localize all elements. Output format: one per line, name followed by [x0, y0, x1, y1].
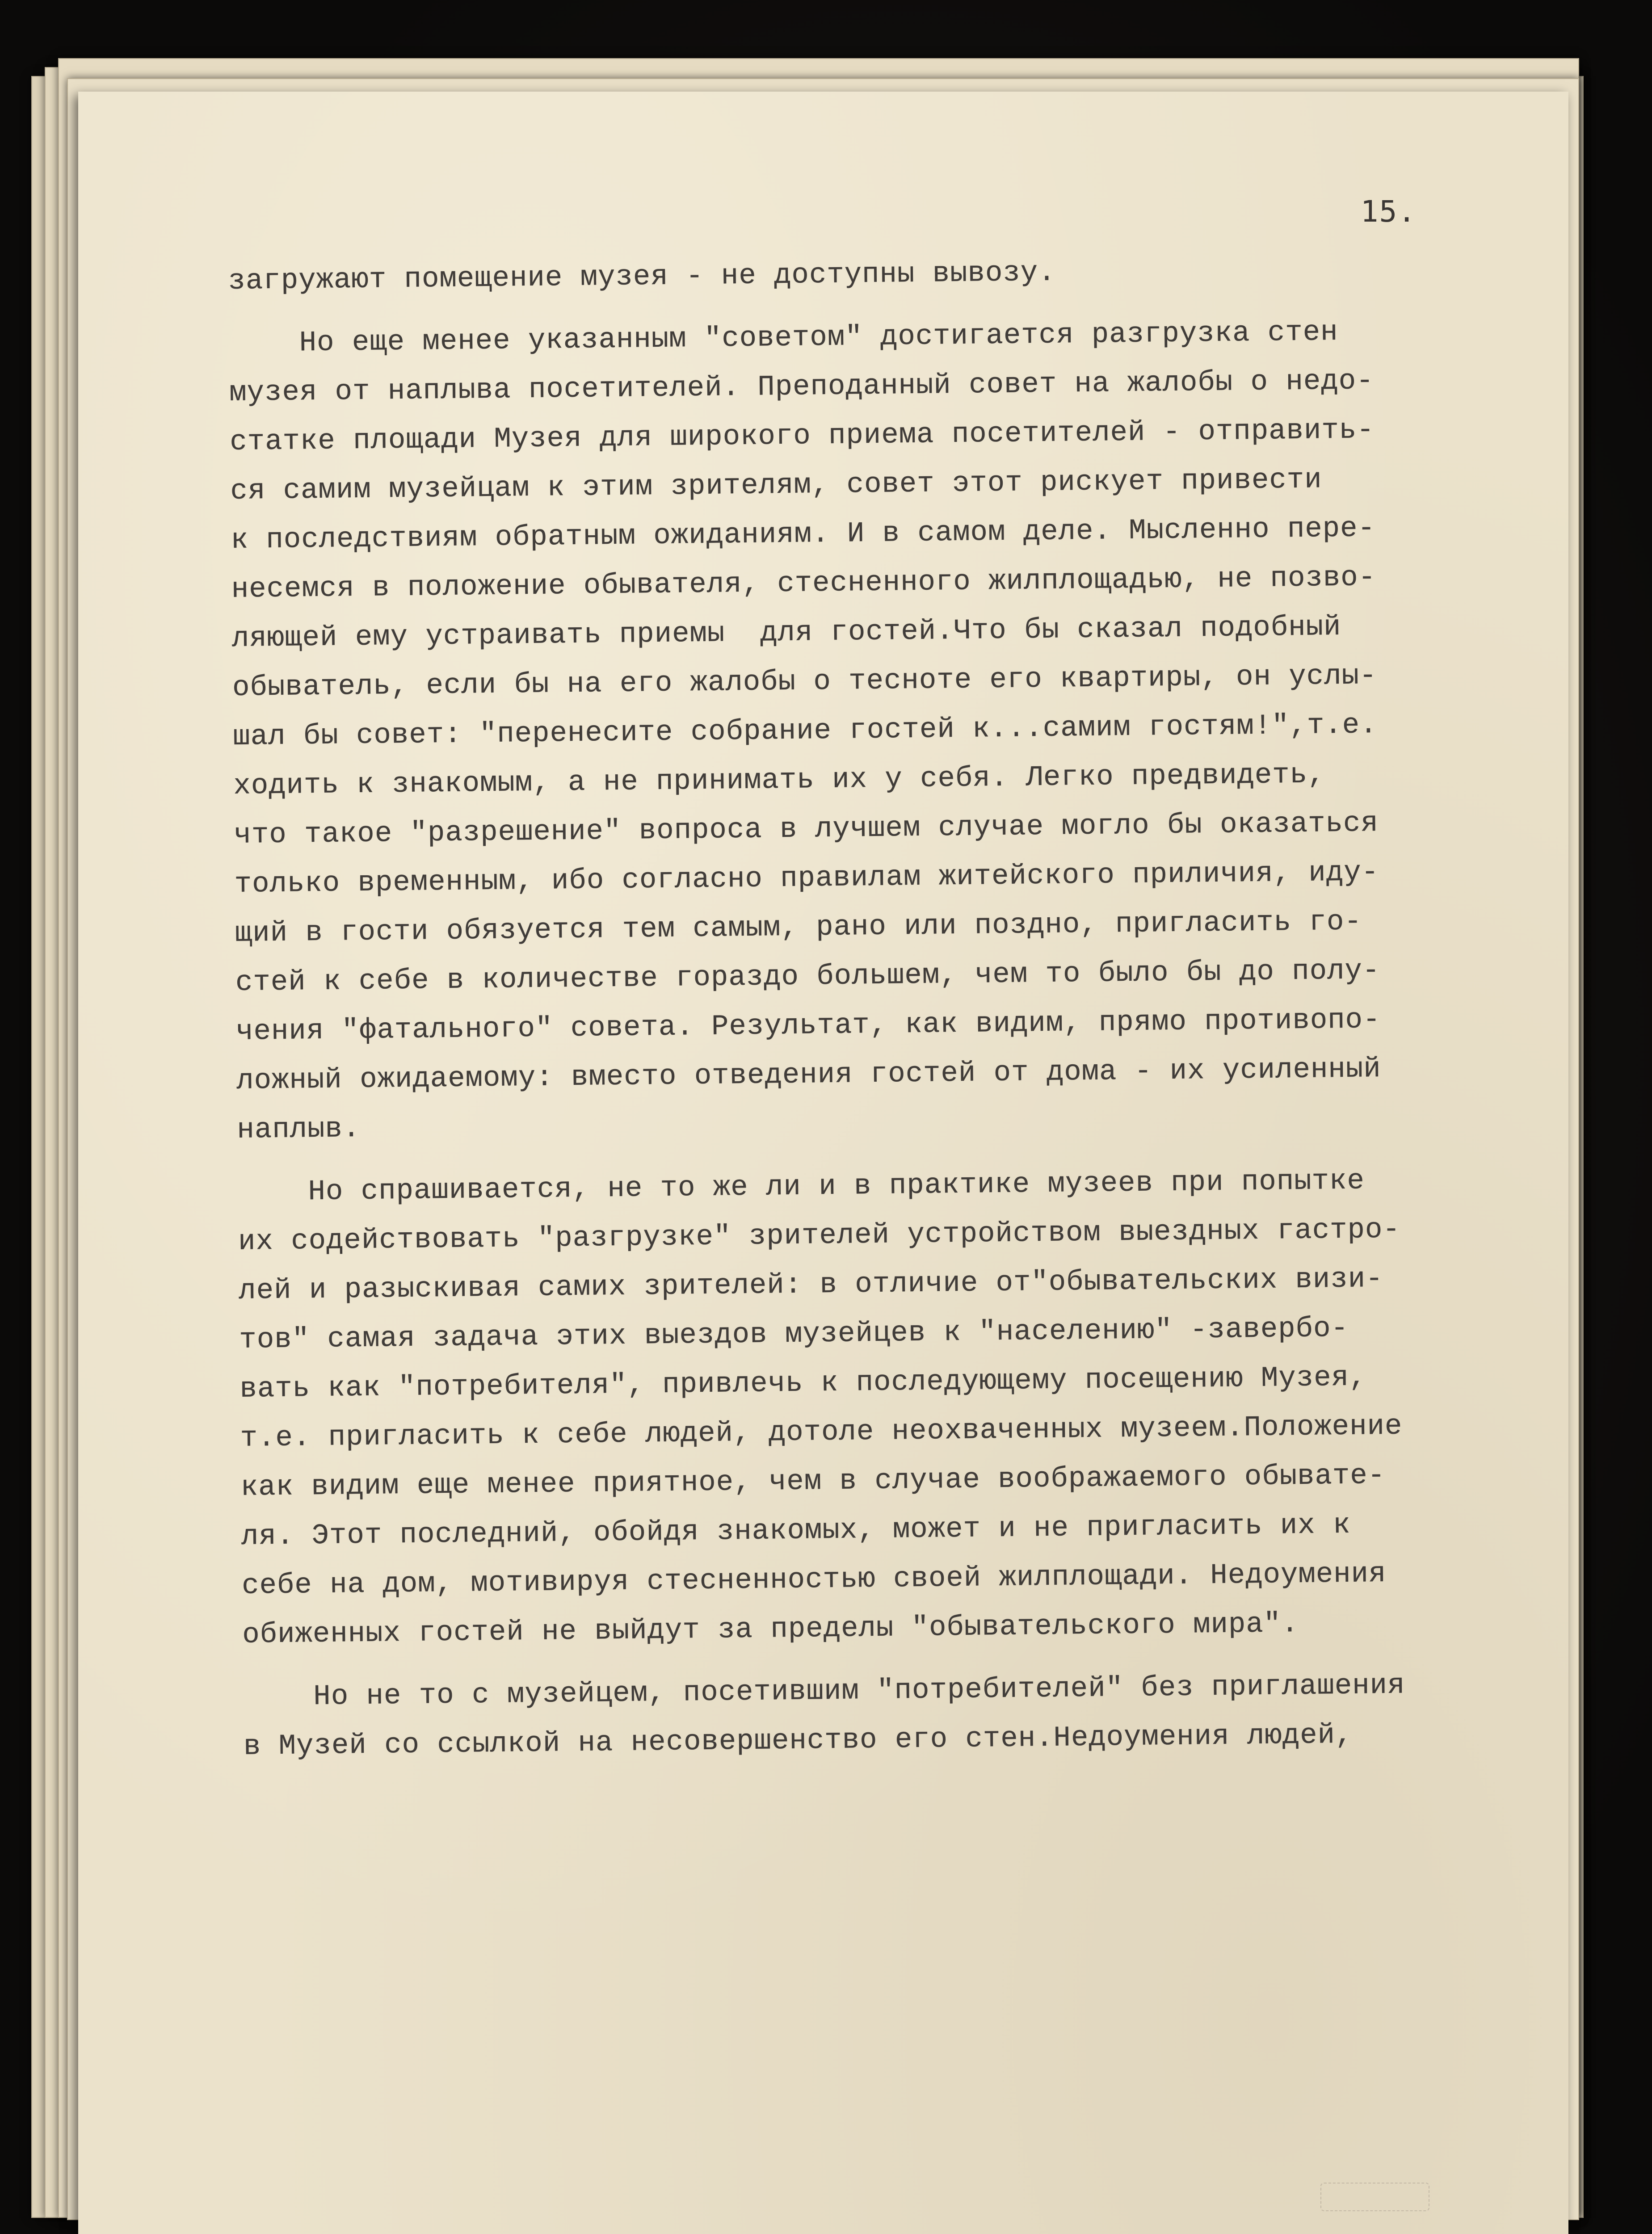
text-line: лей и разыскивая самих зрителей: в отличие от"обывательских визи- — [238, 1263, 1383, 1307]
text-line: что такое "разрешение" вопроса в лучшем случае могло бы оказаться — [234, 807, 1379, 852]
text-line: статке площади Музея для широкого приема посетителей - отправить- — [229, 414, 1375, 458]
text-line: стей к себе в количестве гораздо большем, чем то было бы до полу- — [235, 955, 1380, 999]
text-line: обиженных гостей не выйдут за пределы "обывательского мира". — [242, 1608, 1299, 1651]
text-line: Но не то с музейцем, посетившим "потребителей" без приглашения — [243, 1669, 1405, 1714]
text-line: ля. Этот последний, обойдя знакомых, может и не пригласить их к — [241, 1509, 1351, 1553]
text-line: шал бы совет: "перенесите собрание гостей к...самим гостям!",т.е. — [232, 709, 1378, 753]
text-line: Но спрашивается, не то же ли и в практике музеев при попытке — [237, 1165, 1365, 1209]
text-line: наплыв. — [237, 1113, 361, 1146]
faint-stamp-mark — [1320, 2183, 1429, 2211]
text-line: в Музей со ссылкой на несовершенство его стен.Недоумения людей, — [243, 1719, 1353, 1763]
text-line: их содействовать "разгрузке" зрителей устройством выездных гастро- — [238, 1214, 1401, 1258]
text-line: Но еще менее указанным "советом" достигается разгрузка стен — [228, 316, 1338, 360]
text-line: музея от наплыва посетителей. Преподанный совет на жалобы о недо- — [229, 365, 1374, 409]
text-line: загружают помещение музея - не доступны вывозу. — [228, 256, 1056, 298]
page-number: 15. — [1360, 194, 1417, 229]
text-line: ляющей ему устраивать приемы для гостей.Что бы сказал подобный — [231, 611, 1341, 655]
text-line: как видим еще менее приятное, чем в случае воображаемого обывате- — [240, 1460, 1386, 1504]
text-line: т.е. пригласить к себе людей, дотоле неохваченных музеем.Положение — [240, 1410, 1403, 1455]
text-line: ложный ожидаемому: вместо отведения гостей от дома - их усиленный — [236, 1053, 1381, 1097]
typewritten-page — [78, 92, 1568, 2234]
text-line: тов" самая задача этих выездов музейцев к "населению" -завербо- — [239, 1312, 1349, 1356]
text-line: щий в гости обязуется тем самым, рано или поздно, пригласить го- — [235, 906, 1362, 950]
text-line: ходить к знакомым, а не принимать их у себя. Легко предвидеть, — [233, 759, 1325, 802]
text-line: несемся в положение обывателя, стесненного жилплощадью, не позво- — [231, 562, 1376, 606]
typescript-body — [228, 243, 1562, 1772]
text-line: вать как "потребителя", привлечь к последующему посещению Музея, — [240, 1361, 1367, 1406]
text-line: только временным, ибо согласно правилам житейского приличия, иду- — [234, 857, 1379, 901]
text-line: ся самим музейцам к этим зрителям, совет этот рискует привести — [230, 464, 1322, 508]
text-line: себе на дом, мотивируя стесненностью своей жилплощади. Недоумения — [241, 1558, 1387, 1602]
text-line: обыватель, если бы на его жалобы о тесноте его квартиры, он услы- — [232, 660, 1377, 704]
text-line: к последствиям обратным ожиданиям. И в самом деле. Мысленно пере- — [231, 512, 1376, 557]
text-line: чения "фатального" совета. Результат, как видим, прямо противопо- — [235, 1004, 1381, 1048]
